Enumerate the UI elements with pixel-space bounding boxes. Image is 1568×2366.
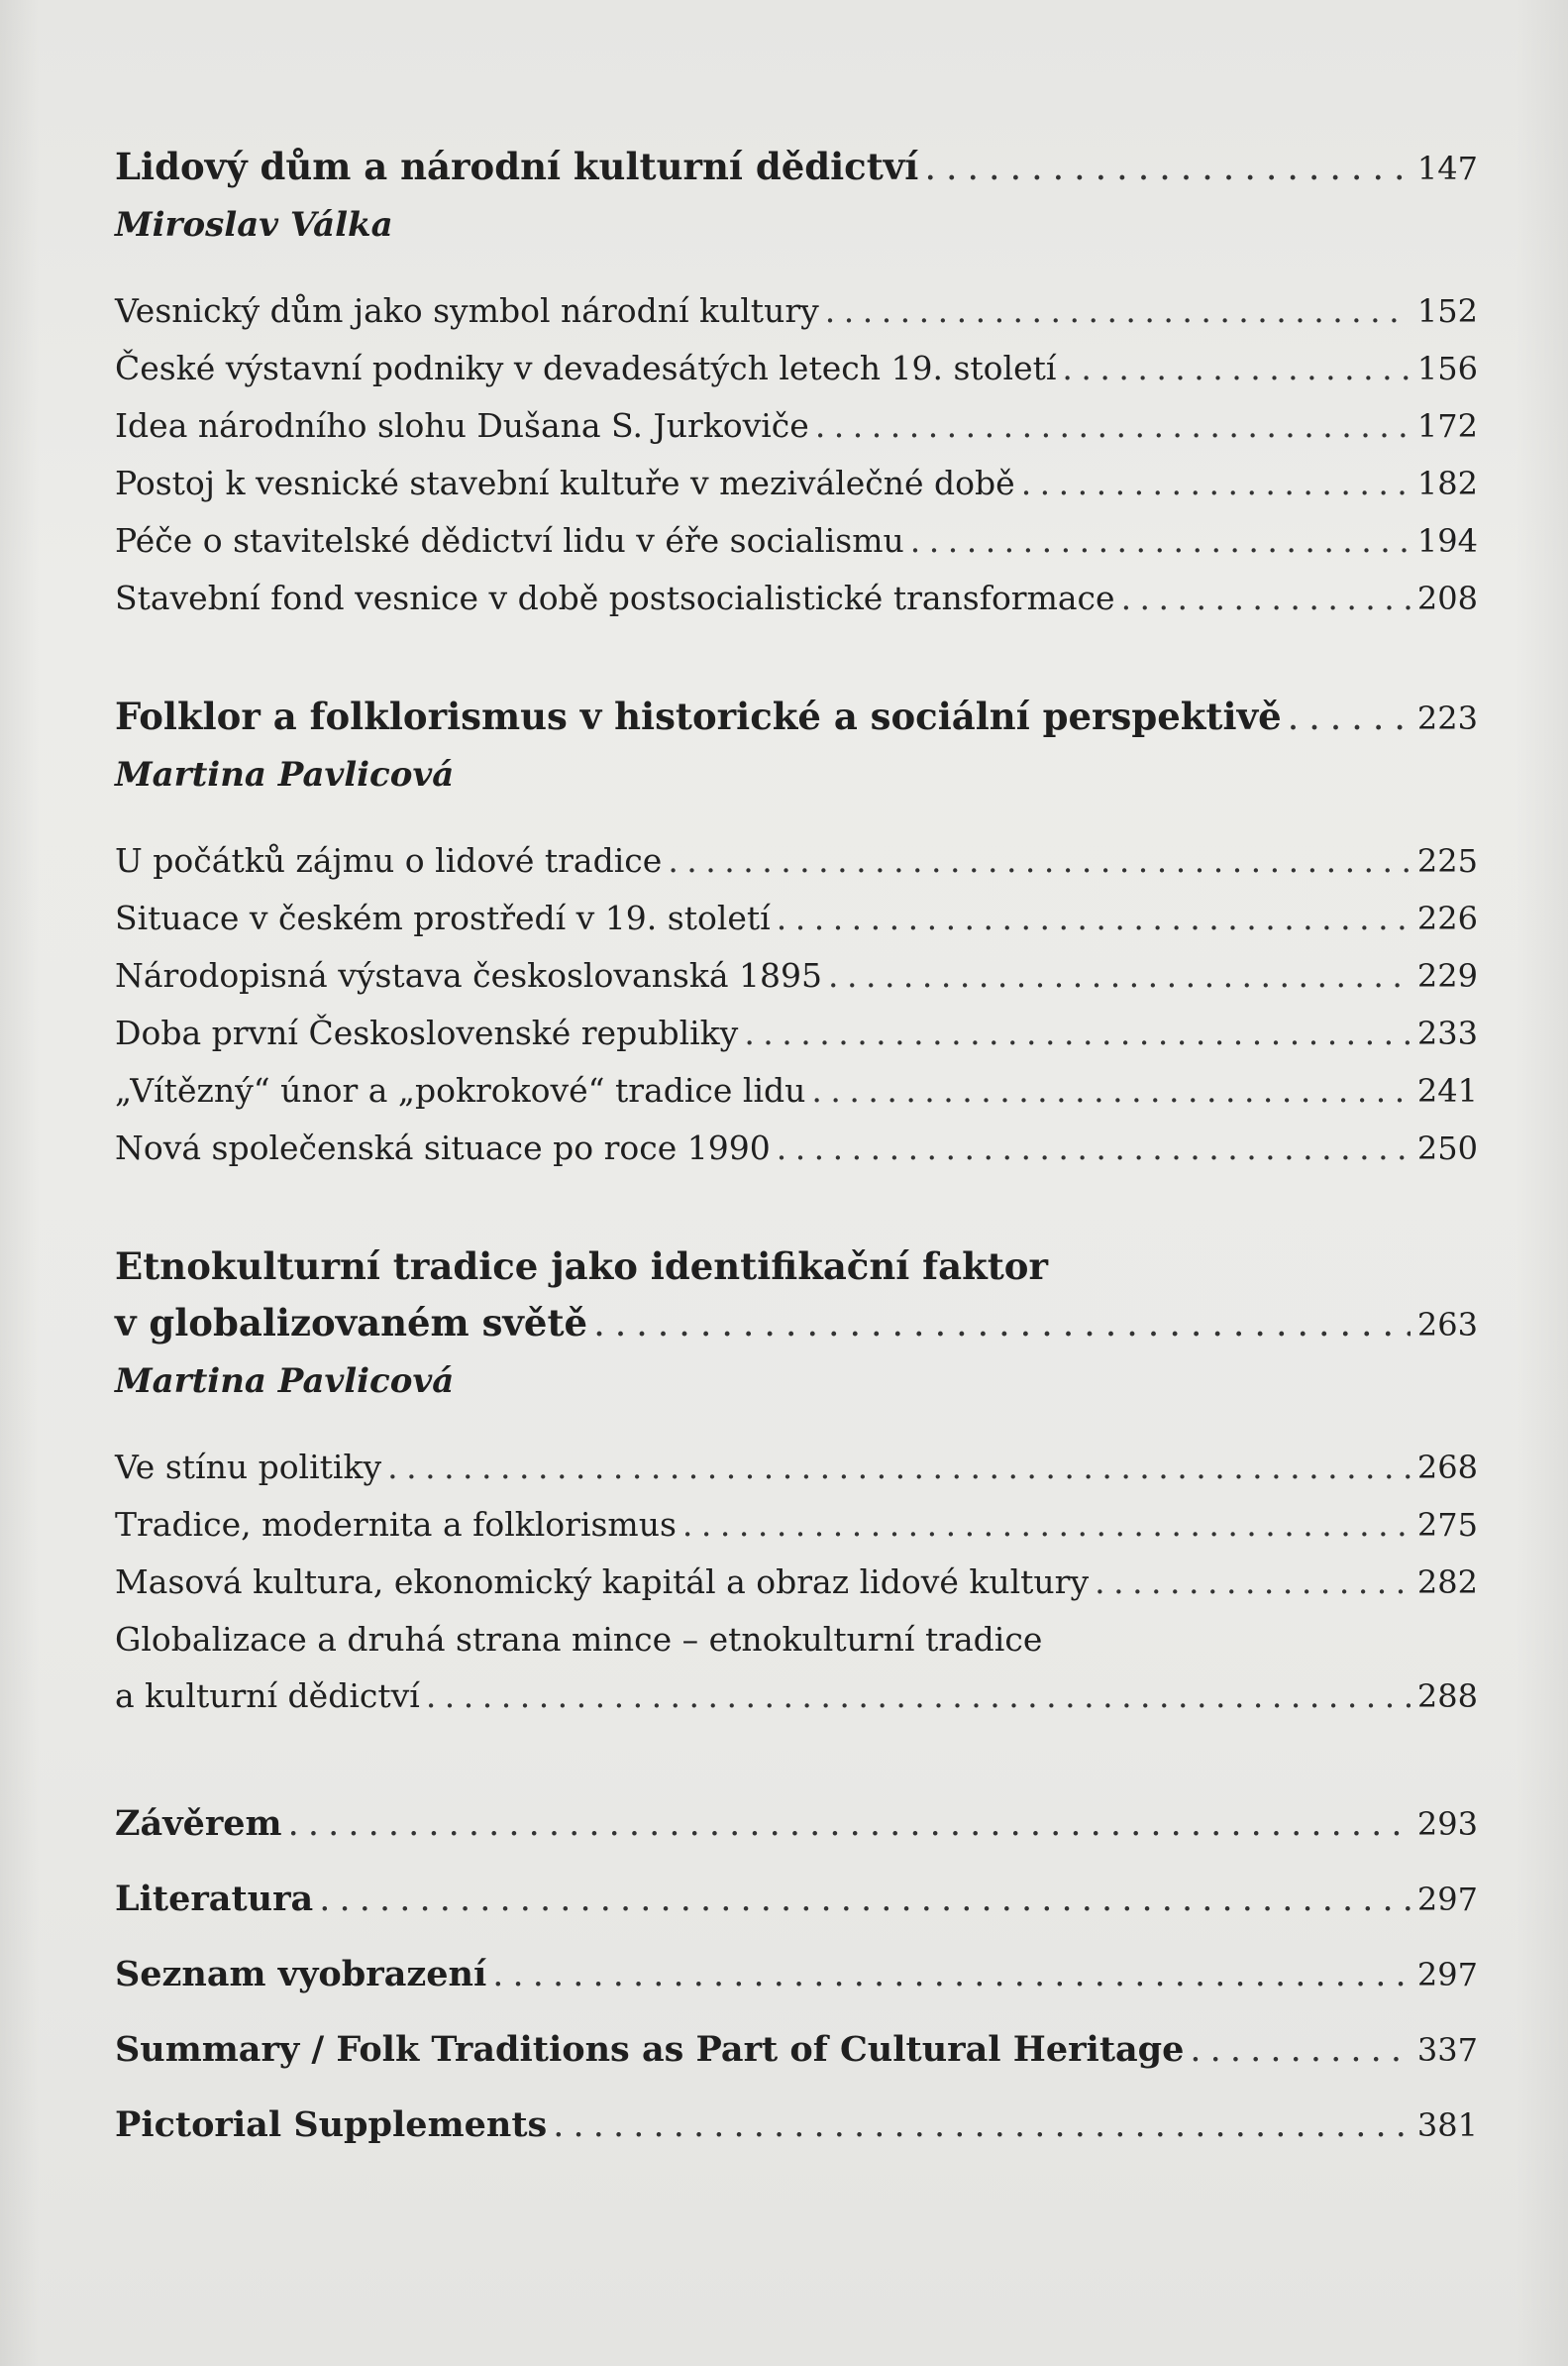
toc-entry xyxy=(115,947,1478,1005)
dot-leader xyxy=(825,282,1411,339)
dot-leader xyxy=(1288,689,1411,745)
back-matter-entry xyxy=(115,1786,1478,1862)
back-matter-entry xyxy=(115,1862,1478,1937)
back-matter xyxy=(115,1786,1478,2163)
page-number: 233 xyxy=(1416,1015,1478,1052)
toc-entry xyxy=(115,455,1478,512)
toc-entry xyxy=(115,1005,1478,1062)
table-of-contents xyxy=(115,139,1478,2163)
page-number: 250 xyxy=(1416,1129,1478,1167)
chapter-title: Folklor a folklorismus v historické a sociální perspektivě xyxy=(115,695,1282,738)
dot-leader xyxy=(1021,455,1411,511)
dot-leader xyxy=(777,1120,1411,1176)
page-number: 275 xyxy=(1416,1506,1478,1544)
page-number: 152 xyxy=(1416,292,1478,330)
page-number: 263 xyxy=(1416,1306,1478,1344)
page-number: 288 xyxy=(1416,1677,1478,1715)
chapter-1 xyxy=(115,139,1478,627)
back-matter-entry xyxy=(115,2012,1478,2088)
chapter-title-line-2: v globalizovaném světě xyxy=(115,1301,588,1344)
dot-leader xyxy=(319,1862,1411,1937)
entry-label: Tradice, modernita a folklorismus xyxy=(115,1505,677,1544)
entry-label: a kulturní dědictví xyxy=(115,1676,420,1715)
chapter-author: Miroslav Válka xyxy=(115,205,393,245)
toc-entry xyxy=(115,1062,1478,1120)
page-number: 208 xyxy=(1416,580,1478,617)
dot-leader xyxy=(426,1667,1411,1724)
chapter-title-row xyxy=(115,139,1478,197)
dot-leader xyxy=(1190,2012,1411,2088)
entry-label: Doba první Československé republiky xyxy=(115,1014,739,1052)
toc-entry xyxy=(115,1554,1478,1611)
page-number: 337 xyxy=(1416,2031,1478,2069)
page-number: 381 xyxy=(1416,2106,1478,2144)
page-number: 172 xyxy=(1416,407,1478,445)
toc-entry xyxy=(115,282,1478,340)
toc-entry xyxy=(115,1120,1478,1177)
page-number: 223 xyxy=(1416,699,1478,737)
page-number: 268 xyxy=(1416,1449,1478,1486)
entry-label: U počátků zájmu o lidové tradice xyxy=(115,841,663,880)
dot-leader xyxy=(811,1062,1411,1119)
dot-leader xyxy=(910,512,1411,569)
toc-entry xyxy=(115,397,1478,455)
entry-label: Summary / Folk Traditions as Part of Cultural Heritage xyxy=(115,2029,1185,2070)
dot-leader xyxy=(553,2088,1411,2163)
chapter-title: Lidový dům a národní kulturní dědictví xyxy=(115,145,919,188)
toc-entry xyxy=(115,512,1478,570)
page-number: 147 xyxy=(1416,150,1478,187)
page-number: 194 xyxy=(1416,522,1478,560)
toc-entry xyxy=(115,1667,1478,1725)
page-number: 226 xyxy=(1416,900,1478,937)
dot-leader xyxy=(1121,570,1411,626)
toc-entry xyxy=(115,570,1478,627)
page-number: 241 xyxy=(1416,1072,1478,1110)
page-number: 229 xyxy=(1416,957,1478,995)
entry-label: Seznam vyobrazení xyxy=(115,1954,487,1994)
dot-leader xyxy=(492,1937,1411,2012)
entry-label: Idea národního slohu Dušana S. Jurkoviče xyxy=(115,406,809,445)
dot-leader xyxy=(668,832,1411,889)
page-number: 297 xyxy=(1416,1956,1478,1993)
entry-label: „Vítězný“ únor a „pokrokové“ tradice lidu xyxy=(115,1071,806,1110)
dot-leader xyxy=(828,947,1411,1004)
page-number: 156 xyxy=(1416,350,1478,387)
dot-leader xyxy=(288,1786,1411,1862)
toc-entry xyxy=(115,890,1478,947)
dot-leader xyxy=(777,890,1411,946)
entry-label: Pictorial Supplements xyxy=(115,2104,548,2145)
page-number: 297 xyxy=(1416,1881,1478,1918)
dot-leader xyxy=(593,1295,1411,1351)
chapter-author: Martina Pavlicová xyxy=(115,1361,455,1401)
page-number: 225 xyxy=(1416,842,1478,880)
entry-label: Stavební fond vesnice v době postsocialistické transformace xyxy=(115,579,1115,617)
entry-label: České výstavní podniky v devadesátých letech 19. století xyxy=(115,349,1057,387)
dot-leader xyxy=(387,1439,1411,1495)
toc-entry xyxy=(115,340,1478,397)
dot-leader xyxy=(682,1496,1411,1553)
entry-label: Závěrem xyxy=(115,1803,282,1844)
entry-label: Nová společenská situace po roce 1990 xyxy=(115,1129,771,1167)
dot-leader xyxy=(815,397,1411,454)
entry-label: Národopisná výstava českoslovanská 1895 xyxy=(115,956,822,995)
chapter-title-line-1: Etnokulturní tradice jako identifikační faktor xyxy=(115,1244,1048,1288)
toc-entry xyxy=(115,832,1478,890)
chapter-title-row xyxy=(115,689,1478,747)
entry-label: Postoj k vesnické stavební kultuře v meziválečné době xyxy=(115,464,1015,502)
chapter-3 xyxy=(115,1238,1478,1725)
entry-label: Ve stínu politiky xyxy=(115,1448,382,1486)
dot-leader xyxy=(744,1005,1411,1061)
back-matter-entry xyxy=(115,2088,1478,2163)
page-number: 282 xyxy=(1416,1563,1478,1601)
toc-entry-line-1: Globalizace a druhá strana mince – etnokulturní tradice xyxy=(115,1620,1043,1659)
page-number: 293 xyxy=(1416,1805,1478,1843)
entry-label: Situace v českém prostředí v 19. století xyxy=(115,899,771,937)
entry-label: Péče o stavitelské dědictví lidu v éře socialismu xyxy=(115,521,904,560)
dot-leader xyxy=(924,139,1411,195)
dot-leader xyxy=(1095,1554,1411,1610)
entry-label: Literatura xyxy=(115,1879,314,1919)
toc-entry xyxy=(115,1496,1478,1554)
entry-label: Masová kultura, ekonomický kapitál a obraz lidové kultury xyxy=(115,1562,1090,1601)
chapter-title-row xyxy=(115,1295,1478,1353)
back-matter-entry xyxy=(115,1937,1478,2012)
entry-label: Vesnický dům jako symbol národní kultury xyxy=(115,291,819,330)
chapter-2 xyxy=(115,689,1478,1177)
toc-entry xyxy=(115,1439,1478,1496)
page-number: 182 xyxy=(1416,465,1478,502)
dot-leader xyxy=(1062,340,1411,396)
chapter-author: Martina Pavlicová xyxy=(115,755,455,795)
